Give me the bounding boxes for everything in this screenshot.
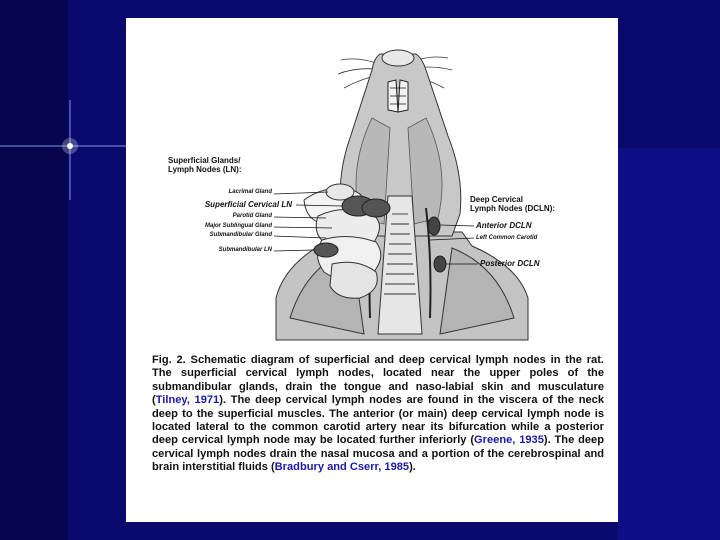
rat-diagram <box>126 18 618 348</box>
label-parotid-gland: Parotid Gland <box>232 213 272 219</box>
caption-text-2: ). The deep cervical lymph nodes are found in the viscera of the neck deep to the superficial muscles. The anterior (or main) deep cervical lymph node is located lateral to the common carotid artery near its bifurcation while a posterior deep cervical lymph node may be located further inferiorly ( <box>152 394 604 447</box>
submandibular-ln <box>314 243 338 257</box>
caption-ref-bradbury: Bradbury and Cserr, 1985 <box>274 461 410 474</box>
left-heading <box>168 156 241 174</box>
caption-text-4: ). <box>409 461 416 474</box>
caption-fig-label: Fig. 2. <box>152 354 186 366</box>
nose-tip <box>382 50 414 66</box>
caption-text-1: Schematic diagram of superficial and deep cervical lymph nodes in the rat. The superficial cervical lymph nodes, located near the upper poles of the submandibular glands, drain the tongue and naso-labial skin and musculature ( <box>152 354 604 407</box>
caption-ref-greene: Greene, 1935 <box>474 434 544 447</box>
posterior-dcln <box>434 256 446 272</box>
label-superficial-cervical-ln: Superficial Cervical LN <box>204 200 292 209</box>
label-submandibular-gland: Submandibular Gland <box>209 232 272 238</box>
anterior-dcln <box>428 217 440 235</box>
right-heading-line-2: Lymph Nodes (DCLN): <box>470 204 556 213</box>
left-heading-line-1: Superficial Glands/ <box>168 156 241 165</box>
caption-text-3: ). The deep cervical lymph nodes drain the nasal mucosa and a portion of the cerebrospinal and brain interstitial fluids ( <box>152 434 605 474</box>
left-heading-line-2: Lymph Nodes (LN): <box>168 165 242 174</box>
figure-panel <box>126 18 618 522</box>
figure-caption <box>152 354 604 475</box>
left-dark-band <box>0 0 68 540</box>
right-heading <box>470 195 555 213</box>
label-posterior-dcln: Posterior DCLN <box>480 259 540 268</box>
label-major-sublingual-gland: Major Sublingual Gland <box>204 223 272 229</box>
right-band <box>618 148 720 540</box>
label-submandibular-ln: Submandibular LN <box>218 247 272 253</box>
right-heading-line-1: Deep Cervical <box>470 195 523 204</box>
superficial-cervical-ln-b <box>362 199 390 217</box>
label-lacrimal-gland: Lacrimal Gland <box>228 189 272 195</box>
caption-ref-tilney: Tilney, 1971 <box>155 394 220 407</box>
label-left-common-carotid: Left Common Carotid <box>476 235 538 241</box>
label-anterior-dcln: Anterior DCLN <box>476 221 532 230</box>
